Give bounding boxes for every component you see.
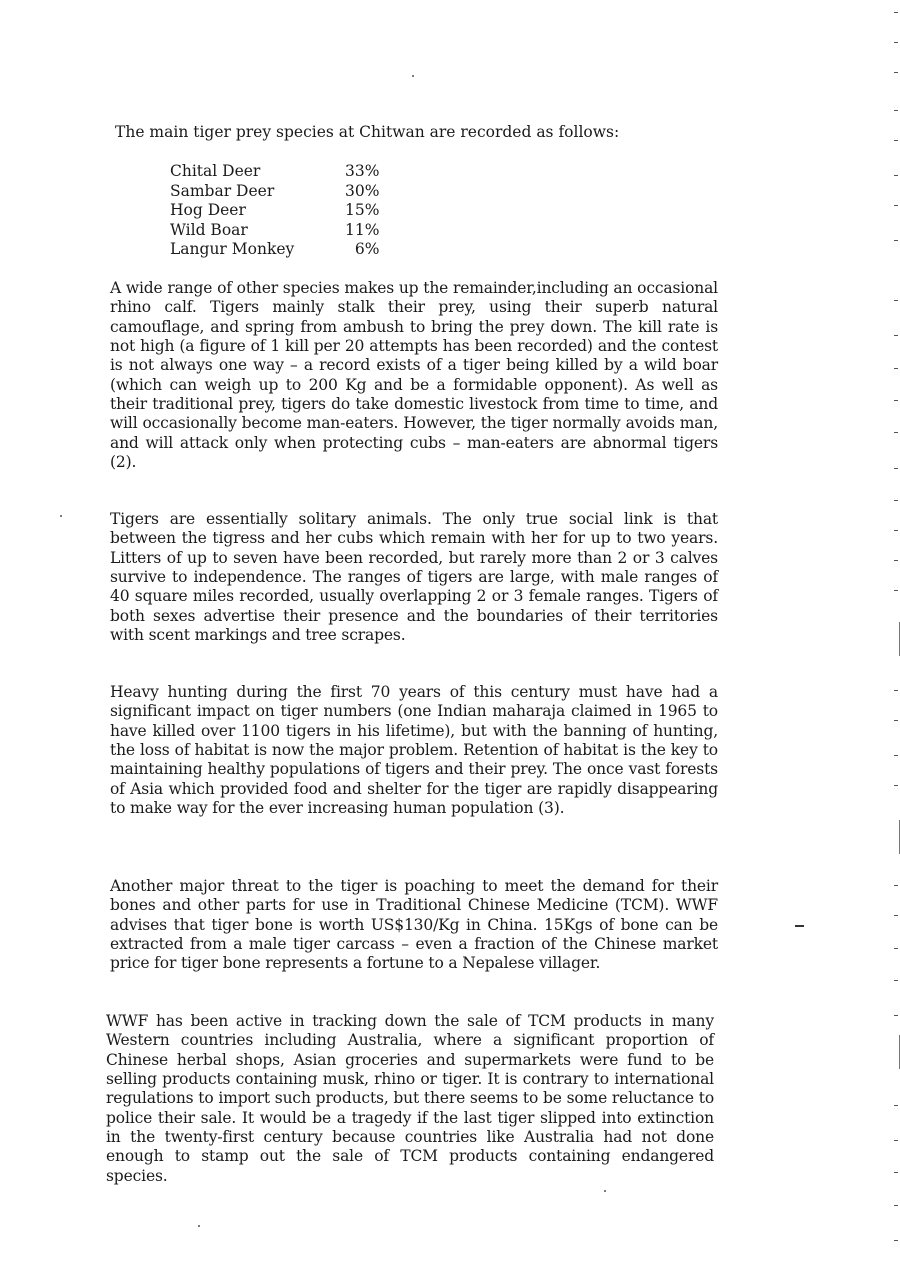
prey-species-percent: 15% <box>345 201 380 219</box>
scan-dust-dot <box>604 1190 606 1192</box>
scan-dust-dot <box>198 1225 200 1227</box>
prey-species-percent: 33% <box>345 162 380 180</box>
table-row <box>170 240 379 260</box>
intro-sentence: The main tiger prey species at Chitwan are recorded as follows: <box>115 123 620 141</box>
scan-dust-dot <box>412 75 414 77</box>
paragraph-wwf-tcm: WWF has been active in tracking down the sale of TCM products in many Western countries including Australia, where a significant proportion of Chinese herbal shops, Asian groceries and supermarkets were fund to be selling products containing musk, rhino or tiger. It is contrary to international regulations to import such products, but there seems to be some reluctance to police their sale. It would be a tragedy if the last tiger slipped into extinction in the twenty-first century because countries like Australia had not done enough to stamp out the sale of TCM products containing endangered species. <box>106 1012 714 1185</box>
table-row <box>170 221 379 241</box>
scan-dust-dot <box>60 515 62 517</box>
paragraph-prey-hunting: A wide range of other species makes up the remainder,including an occasional rhino calf. Tigers mainly stalk their prey, using their superb natural camouflage, and spring from ambush to bring the prey down. The kill rate is not high (a figure of 1 kill per 20 attempts has been recorded) and the contest is not always one way – a record exists of a tiger being killed by a wild boar (which can weigh up to 200 Kg and be a formidable opponent). As well as their traditional prey, tigers do take domestic livestock from time to time, and will occasionally become man-eaters. However, the tiger normally avoids man, and will attack only when protecting cubs – man-eaters are abnormal tigers (2). <box>110 279 718 472</box>
paragraph-social-behaviour: Tigers are essentially solitary animals. The only true social link is that between the tigress and her cubs which remain with her for up to two years. Litters of up to seven have been recorded, but rarely more than 2 or 3 calves survive to independence. The ranges of tigers are large, with male ranges of 40 square miles recorded, usually overlapping 2 or 3 female ranges. Tigers of both sexes advertise their presence and the boundaries of their territories with scent markings and tree scrapes. <box>110 510 718 645</box>
prey-species-name: Wild Boar <box>170 220 248 239</box>
paragraph-poaching: Another major threat to the tiger is poaching to meet the demand for their bones and other parts for use in Traditional Chinese Medicine (TCM). WWF advises that tiger bone is worth US$130/Kg in China. 15Kgs of bone can be extracted from a male tiger carcass – even a fraction of the Chinese market price for tiger bone represents a fortune to a Nepalese villager. <box>110 877 718 973</box>
scan-stray-dash <box>795 925 804 927</box>
prey-species-name: Hog Deer <box>170 201 246 219</box>
prey-species-name: Chital Deer <box>170 162 261 180</box>
prey-species-name: Sambar Deer <box>170 181 275 200</box>
table-row <box>170 201 379 221</box>
prey-species-percent: 6% <box>354 240 380 258</box>
paragraph-habitat-loss: Heavy hunting during the first 70 years of this century must have had a significant impact on tiger numbers (one Indian maharaja claimed in 1965 to have killed over 1100 tigers in his lifetime), but with the banning of hunting, the loss of habitat is now the major problem. Retention of habitat is the key to maintaining healthy populations of tigers and their prey. The once vast forests of Asia which provided food and shelter for the tiger are rapidly disappearing to make way for the ever increasing human population (3). <box>110 683 718 818</box>
table-row <box>170 162 379 182</box>
prey-species-name: Langur Monkey <box>170 240 295 258</box>
prey-species-percent: 11% <box>345 220 380 239</box>
table-row <box>170 182 379 202</box>
prey-species-percent: 30% <box>345 181 380 200</box>
prey-species-table <box>170 162 379 260</box>
